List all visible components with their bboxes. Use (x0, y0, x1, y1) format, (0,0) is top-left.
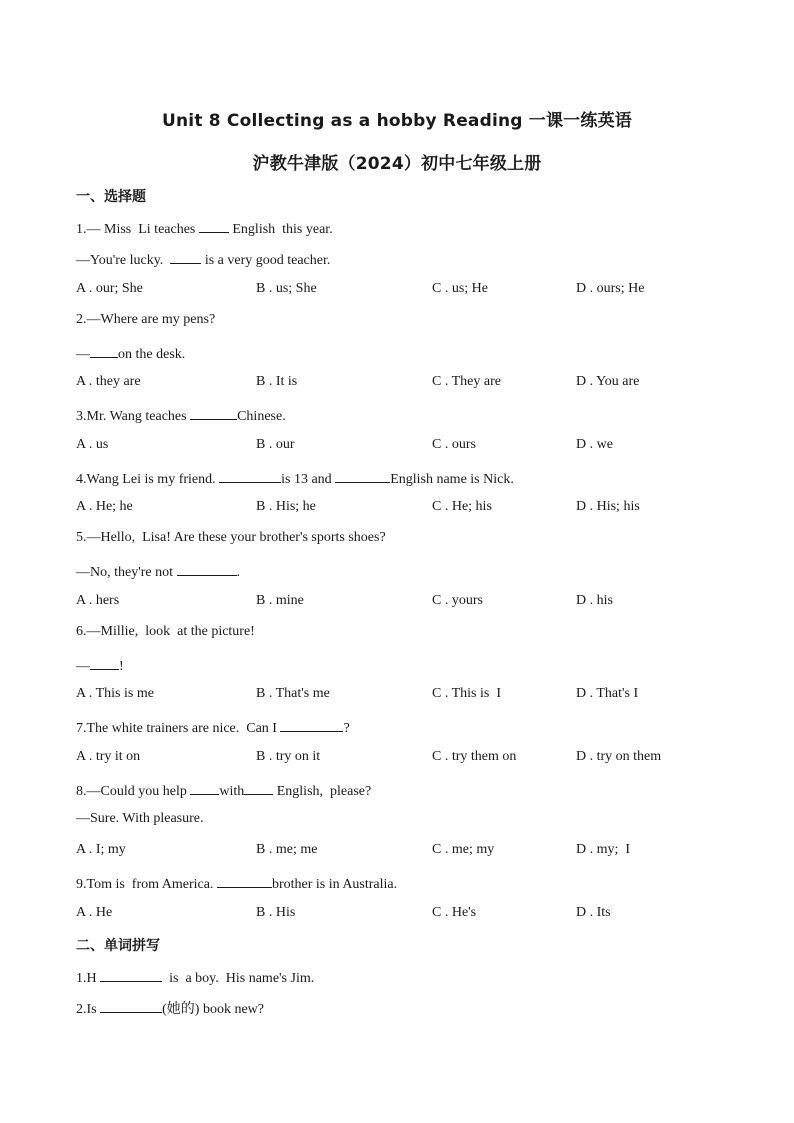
answer-blank[interactable] (244, 780, 273, 795)
option-b[interactable]: B . our (256, 437, 295, 452)
question-5-line2: —No, they're not . (76, 561, 240, 581)
option-d[interactable]: D . try on them (576, 749, 662, 764)
answer-blank[interactable] (190, 780, 219, 795)
question-6-line2: — ! (76, 655, 124, 675)
option-c[interactable]: C . He; his (432, 499, 492, 514)
option-d[interactable]: D . You are (576, 374, 640, 389)
option-a[interactable]: A . I; my (76, 842, 126, 857)
option-d[interactable]: D . ours; He (576, 281, 645, 296)
option-c[interactable]: C . He's (432, 905, 477, 920)
answer-blank[interactable] (335, 468, 390, 483)
option-d[interactable]: D . his (576, 593, 613, 608)
option-a[interactable]: A . try it on (76, 749, 141, 764)
option-b[interactable]: B . us; She (256, 281, 317, 296)
option-a[interactable]: A . they are (76, 374, 141, 389)
option-c[interactable]: C . This is I (432, 686, 501, 701)
question-3-line1: 3.Mr. Wang teaches Chinese. (76, 405, 286, 425)
option-c[interactable]: C . yours (432, 593, 483, 608)
question-2-line1: 2.—Where are my pens? (76, 312, 216, 327)
option-d[interactable]: D . we (576, 437, 613, 452)
option-a[interactable]: A . He (76, 905, 113, 920)
option-c[interactable]: C . ours (432, 437, 476, 452)
option-a[interactable]: A . He; he (76, 499, 133, 514)
question-1-line2: —You're lucky. is a very good teacher. (76, 249, 330, 269)
question-5-line1: 5.—Hello, Lisa! Are these your brother's sports shoes? (76, 530, 386, 545)
option-d[interactable]: D . Its (576, 905, 611, 920)
answer-blank[interactable] (100, 998, 162, 1013)
option-b[interactable]: B . That's me (256, 686, 330, 701)
question-8-line1: 8.—Could you help with English, please? (76, 780, 371, 800)
option-c[interactable]: C . They are (432, 374, 501, 389)
option-a[interactable]: A . This is me (76, 686, 154, 701)
section-heading-word-spelling: 二、单词拼写 (76, 938, 160, 954)
option-d[interactable]: D . His; his (576, 499, 640, 514)
question-8-line2: —Sure. With pleasure. (76, 811, 204, 826)
answer-blank[interactable] (177, 561, 237, 576)
option-b[interactable]: B . His; he (256, 499, 316, 514)
option-a[interactable]: A . us (76, 437, 109, 452)
answer-blank[interactable] (219, 468, 281, 483)
answer-blank[interactable] (170, 249, 201, 264)
option-b[interactable]: B . His (256, 905, 296, 920)
option-d[interactable]: D . my; I (576, 842, 631, 857)
answer-blank[interactable] (100, 967, 162, 982)
option-d[interactable]: D . That's I (576, 686, 639, 701)
question-2-line2: — on the desk. (76, 343, 185, 363)
answer-blank[interactable] (190, 405, 237, 420)
answer-blank[interactable] (280, 717, 343, 732)
question-9-line1: 9.Tom is from America. brother is in Australia. (76, 873, 397, 893)
word-spelling-2: 2.Is (她的) book new? (76, 998, 264, 1018)
option-c[interactable]: C . me; my (432, 842, 495, 857)
question-1-line1: 1.— Miss Li teaches English this year. (76, 218, 333, 238)
answer-blank[interactable] (90, 343, 118, 358)
document-title-line2: 沪教牛津版（2024）初中七年级上册 (252, 154, 542, 174)
word-spelling-1: 1.H is a boy. His name's Jim. (76, 967, 314, 987)
option-b[interactable]: B . try on it (256, 749, 321, 764)
option-a[interactable]: A . our; She (76, 281, 143, 296)
answer-blank[interactable] (90, 655, 119, 670)
option-c[interactable]: C . try them on (432, 749, 517, 764)
option-c[interactable]: C . us; He (432, 281, 488, 296)
question-4-line1: 4.Wang Lei is my friend. is 13 and English name is Nick. (76, 468, 514, 488)
option-b[interactable]: B . mine (256, 593, 304, 608)
question-7-line1: 7.The white trainers are nice. Can I ? (76, 717, 350, 737)
question-6-line1: 6.—Millie, look at the picture! (76, 624, 255, 639)
option-b[interactable]: B . It is (256, 374, 298, 389)
option-b[interactable]: B . me; me (256, 842, 318, 857)
option-a[interactable]: A . hers (76, 593, 120, 608)
document-title-line1: Unit 8 Collecting as a hobby Reading 一课一练英语 (162, 111, 632, 131)
answer-blank[interactable] (217, 873, 272, 888)
section-heading-multiple-choice: 一、选择题 (76, 189, 146, 205)
answer-blank[interactable] (199, 218, 229, 233)
